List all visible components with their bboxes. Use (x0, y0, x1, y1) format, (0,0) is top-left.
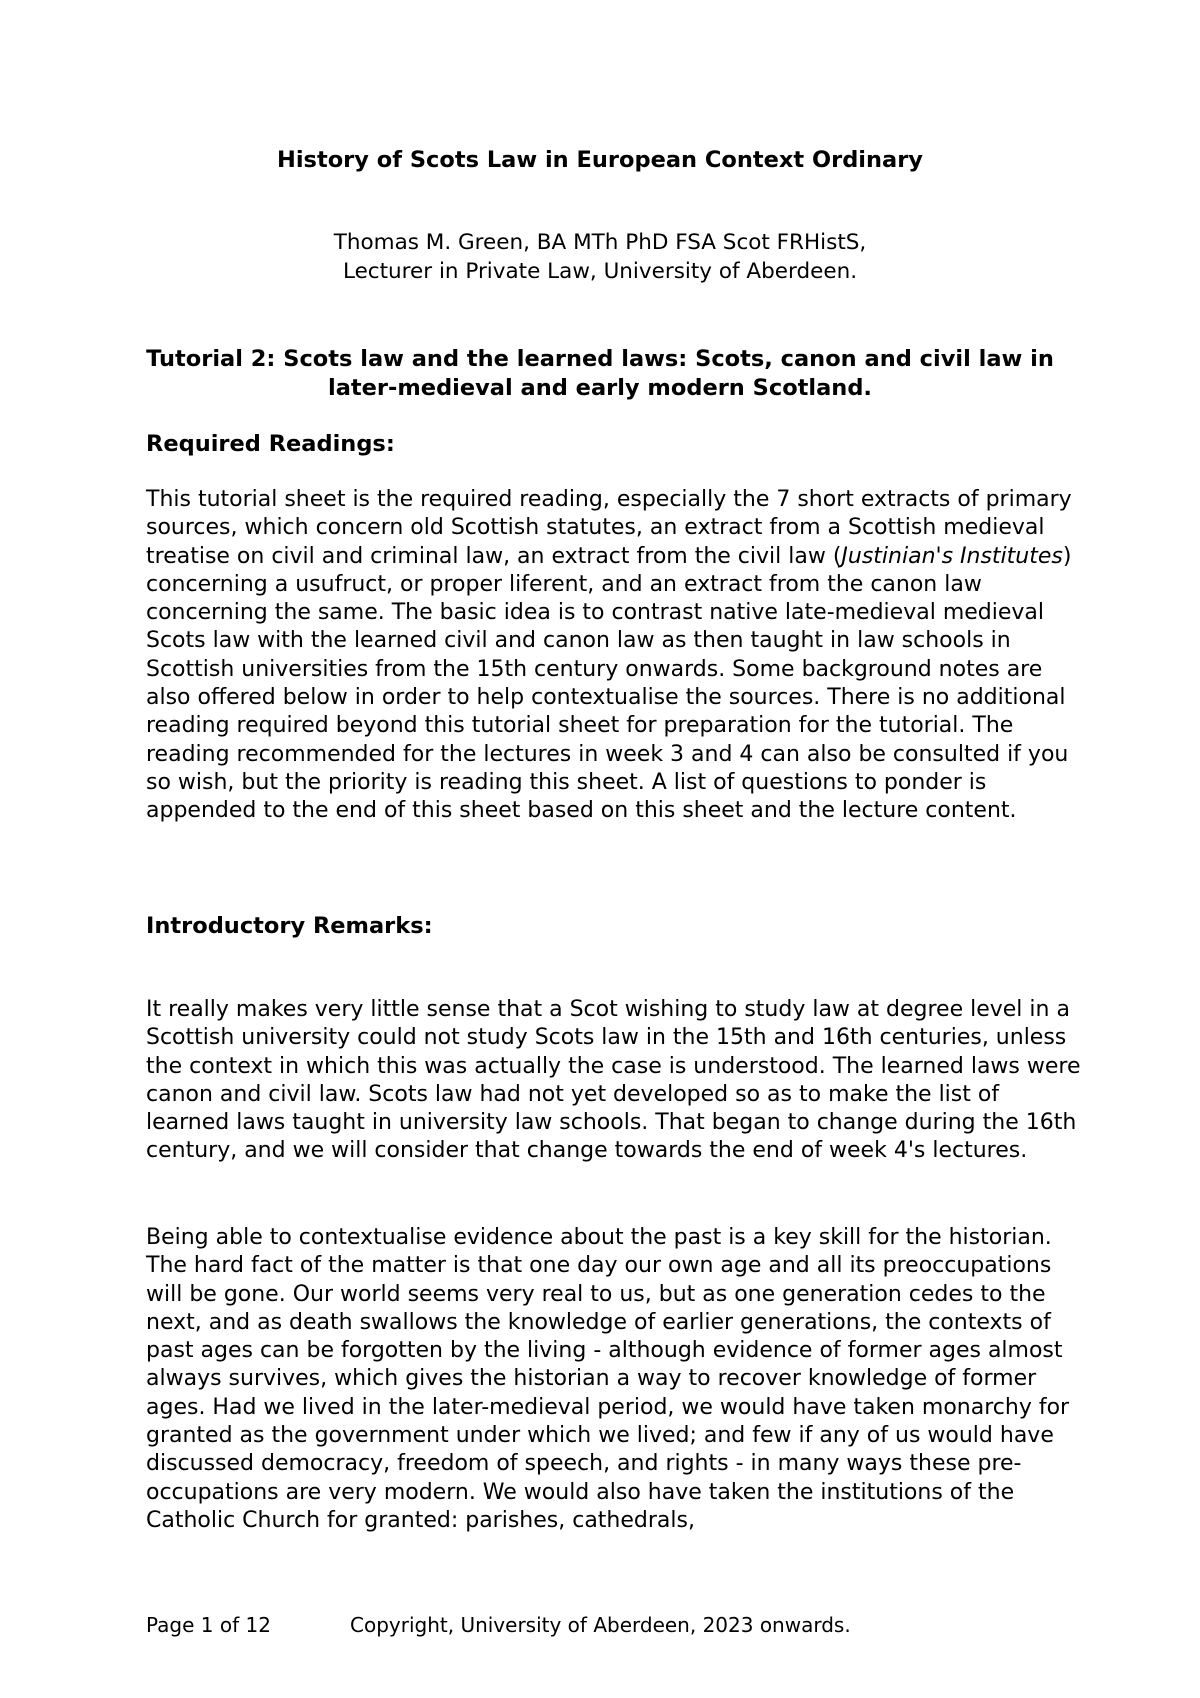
copyright-notice: Copyright, University of Aberdeen, 2023 onwards. (350, 1613, 851, 1637)
page-number: Page 1 of 12 (146, 1613, 271, 1637)
intro-paragraph-2: Being able to contextualise evidence about the past is a key skill for the historian. The hard fact of the matter is that one day our own age and all its preoccupations will be gone. Our world seems very real to us, but as one generation cedes to the next, and as death swallows the knowledge of earlier generations, the contexts of past ages can be forgotten by the living - although evidence of former ages almost always survives, which gives the historian a way to recover knowledge of former ages. Had we lived in the later-medieval period, we would have taken monarchy for granted as the government under which we lived; and few if any of us would have discussed democracy, freedom of speech, and rights - in many ways these pre-occupations are very modern. We would also have taken the institutions of the Catholic Church for granted: parishes, cathedrals, (146, 1225, 1070, 1533)
intro-paragraph-1: It really makes very little sense that a Scot wishing to study law at degree level in a Scottish university could not study Scots law in the 15th and 16th centuries, unless the context in which this was actually the case is understood. The learned laws were canon and civil law. Scots law had not yet developed so as to make the list of learned laws taught in university law schools. That began to change during the 16th century, and we will consider that change towards the end of week 4's lectures. (146, 997, 1081, 1164)
tutorial-title: Tutorial 2: Scots law and the learned laws: Scots, canon and civil law in later-medieval and early modern Scotland. (146, 346, 1054, 401)
introductory-remarks-section (146, 912, 1086, 940)
required-readings-paragraph (146, 486, 1086, 826)
document-title: History of Scots Law in European Context Ordinary (277, 147, 923, 173)
introductory-remarks-heading: Introductory Remarks: (146, 913, 433, 939)
author-block (0, 228, 1200, 286)
intro-paragraph-2-block (146, 1224, 1086, 1535)
italic-citation: Justinian's Institutes (841, 543, 1063, 569)
paragraph-text-end: ) concerning a usufruct, or proper liferent, and an extract from the canon law concerning the same. The basic idea is to contrast native late-medieval medieval Scots law with the learned civil and canon law as then taught in law schools in Scottish universities from the 15th century onwards. Some background notes are also offered below in order to help contextualise the sources. There is no additional reading required beyond this tutorial sheet for preparation for the tutorial. The reading recommended for the lectures in week 3 and 4 can also be consulted if you so wish, but the priority is reading this sheet. A list of questions to ponder is appended to the end of this sheet based on this sheet and the lecture content. (146, 543, 1072, 824)
paragraph-text-start: This tutorial sheet is the required reading, especially the 7 short extracts of primary sources, which concern old Scottish statutes, an extract from a Scottish medieval treatise on civil and criminal law, an extract from the civil law ( (146, 487, 1072, 569)
required-readings-heading: Required Readings: (146, 431, 395, 457)
required-readings-body (146, 486, 1086, 826)
author-line: Thomas M. Green, BA MTh PhD FSA Scot FRHistS, (333, 230, 867, 255)
intro-paragraph-1-block (146, 996, 1086, 1166)
required-readings-section (146, 430, 1086, 458)
affiliation-line: Lecturer in Private Law, University of Aberdeen. (342, 259, 858, 284)
